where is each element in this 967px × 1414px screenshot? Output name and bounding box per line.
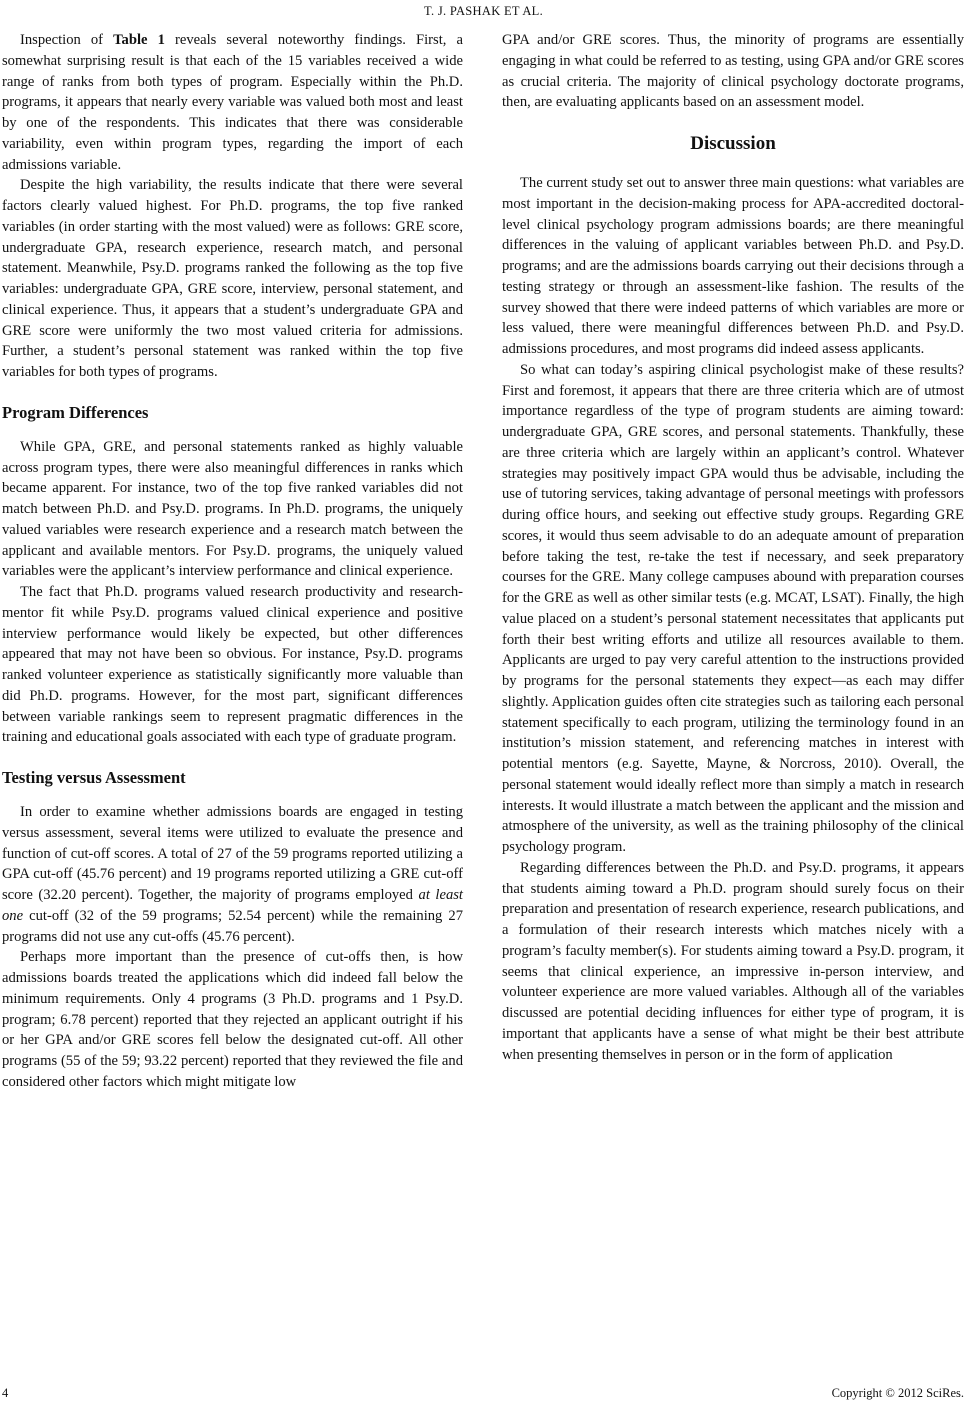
paragraph-research-vs-clinical: The fact that Ph.D. programs valued research productivity and research-mentor fit while Psy.D. programs valued clinical experience and positive interview performance would likely be expected, but other differences appeared that may not have been so obvious. For instance, Psy.D. programs ranked volunteer experience as statistically significantly more valuable than did Ph.D. programs. However, for the most part, significant differences between variable rankings seem to represent pragmatic differences in the training and educational goals associated with each type of graduate program. (2, 584, 463, 746)
text-run: Inspection of (20, 32, 114, 48)
page-number: 4 (2, 1386, 9, 1400)
copyright-notice: Copyright © 2012 SciRes. (831, 1386, 964, 1400)
left-column (2, 30, 463, 1093)
paragraph-phd-vs-psyd: Regarding differences between the Ph.D. and Psy.D. programs, it appears that students aiming toward a Ph.D. program should surely focus on their preparation and presentation of research experience, research publications, and a formulation of their research interests which matches nicely with a program’s faculty member(s). For students aiming toward a Psy.D. program, it seems that clinical experience, an impressive in-person interview, and volunteer experience are more valued variables. Although all of the variables discussed are potential deciding influences for either type of program, it is important that applicants have a sense of what might be their best attribute when presenting themselves in person or in the form of application (502, 859, 964, 1063)
paragraph-cutoff-scores (2, 802, 463, 947)
text-run: cut-off (32 of the 59 programs; 52.54 percent) while the remaining 27 programs did not use any cut-offs (45.76 percent). (2, 907, 463, 945)
paragraph-top-factors: Despite the high variability, the results indicate that there were several factors clearly valued highest. For Ph.D. programs, the top five ranked variables (in order starting with the most valued) were as follows: GRE score, undergraduate GPA, research experience, research match, and personal statement. Meanwhile, Psy.D. programs ranked the following as the top five variables: undergraduate GPA, GRE score, interview, personal statement, and clinical experience. Thus, it appears that a student’s undergraduate GPA and GRE score were uniformly the two most valued criteria for admissions. Further, a student’s personal statement was ranked within the top five variables for both types of programs. (2, 177, 463, 380)
paragraph-continuation: GPA and/or GRE scores. Thus, the minority of programs are essentially engaging in what could be referred to as testing, using GPA and/or GRE scores as crucial criteria. The majority of clinical psychology doctorate programs, then, are evaluating applicants based on an assessment model. (502, 32, 964, 111)
right-column (502, 30, 964, 1065)
text-run: In order to examine whether admissions boards are engaged in testing versus assessment, several items were utilized to evaluate the presence and function of cut-off scores. A total of 27 of the 59 programs reported utilizing a GPA cut-off (45.76 percent) and 19 programs reported utilizing a GRE cut-off score (32.20 percent). Together, the majority of programs employed (2, 804, 463, 903)
running-head: T. J. PASHAK ET AL. (423, 4, 544, 18)
emphasis: at least one (2, 887, 463, 924)
heading-discussion: Discussion (690, 133, 776, 154)
heading-testing-vs-assessment: Testing versus Assessment (2, 768, 186, 787)
paragraph-cutoff-treatment: Perhaps more important than the presence of cut-offs then, is how admissions boards treated the applications which did indeed fall below the minimum requirements. Only 4 programs (3 Ph.D. programs and 1 Psy.D. program; 6.78 percent) reported that they rejected an applicant outright if his or her GPA and/or GRE scores fell below the designated cut-off. All other programs (55 of the 59; 93.22 percent) reported that they reviewed the file and considered other factors which might mitigate low (2, 949, 463, 1090)
table-reference: Table 1 (113, 32, 165, 48)
paragraph-aspiring-psychologist: So what can today’s aspiring clinical psychologist make of these results? First and foremost, it appears that there are three criteria which are of utmost importance regardless of the type of program students are aiming toward: undergraduate GPA, GRE scores, and personal statements. Thankfully, these are three criteria which are largely within an applicant’s control. Whatever strategies may positively impact GPA would thus be advisable, including the use of tutoring services, taking advantage of personal meetings with professors during office hours, and seeking out effective study groups. Regarding GRE scores, it would thus seem advisable to do an adequate amount of preparation before taking the test, re-take the test if necessary, and seek preparatory courses for the GRE. Many college campuses abound with preparation courses for the GRE as well as other similar tests (e.g. MCAT, LSAT). Finally, the high value placed on a student’s personal statement necessitates that applicants put forth their best writing efforts and utilize all resources available to them. Applicants are urged to pay very careful attention to the instructions provided by programs for the personal statements they expect—as each may differ slightly. Application guides often cite strategies such as tailoring each personal statement specifically to each program, utilizing the terminology found in an institution’s mission statement, and referencing matches in interest with potential mentors (e.g. Sayette, Mayne, & Norcross, 2010). Overall, the personal statement would ideally reflect more than simply a match in research interests. It would illustrate a match between the applicant and the mission and atmosphere of the university, as well as the training philosophy of the clinical psychology program. (502, 361, 964, 855)
text-run: reveals several noteworthy findings. First, a somewhat surprising result is that each of the 15 variables received a wide range of ranks from both types of program. Especially within the Ph.D. programs, it appears that nearly every variable was valued both most and least by one of the respondents. This indicates that there was considerable variability, even within program types, regarding the import of each admissions variable. (2, 32, 463, 173)
paragraph-program-differences: While GPA, GRE, and personal statements ranked as highly valuable across program types, there were also meaningful differences in ranks which became apparent. For instance, two of the top five ranked variables did not match between Ph.D. and Psy.D. programs. In Ph.D. programs, the uniquely valued variables were research experience and a research match between the applicant and available mentors. For Psy.D. programs, the uniquely valued variables were the applicant’s interview performance and clinical experience. (2, 438, 463, 580)
paragraph-table1-findings (2, 30, 463, 175)
paragraph-study-questions: The current study set out to answer three main questions: what variables are most important in the decision-making process for APA-accredited doctoral-level clinical psychology program admissions boards; are there meaningful differences in the valuing of applicant variables between Ph.D. and Psy.D. programs; and are the admissions boards carrying out their decisions through a testing strategy or through an assessment-like fashion. The results of the survey showed that there were indeed patterns of which variables are more or less valued, there were meaningful differences between Ph.D. and Psy.D. admissions procedures, and most programs did indeed assess applicants. (502, 175, 964, 357)
heading-program-differences: Program Differences (2, 402, 149, 422)
